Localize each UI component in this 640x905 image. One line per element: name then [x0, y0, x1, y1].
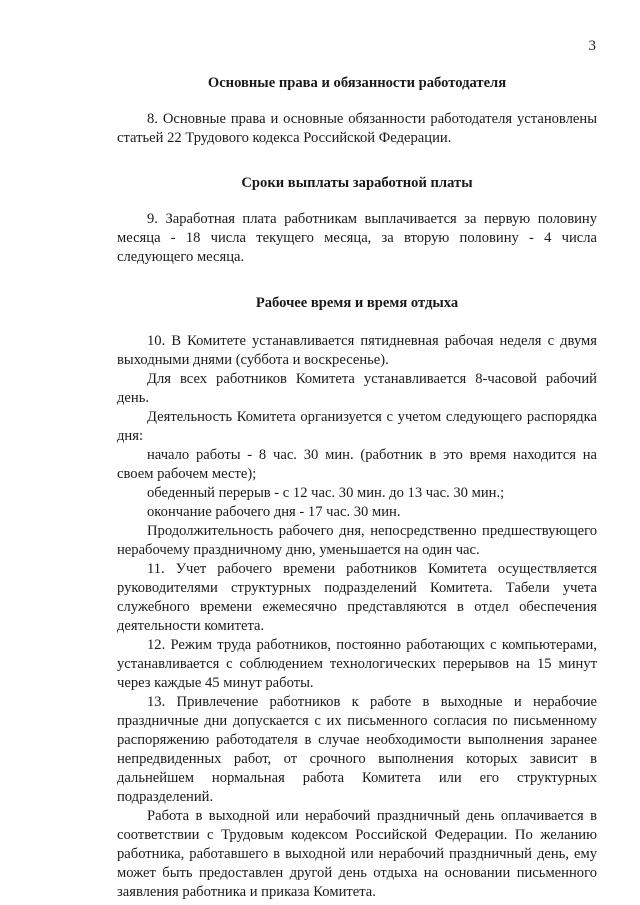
paragraph: 9. Заработная плата работникам выплачивается за первую половину месяца - 18 числа текущего месяца, за вторую половину - 4 числа следующего месяца. — [117, 211, 597, 265]
paragraph: Для всех работников Комитета устанавливается 8-часовой рабочий день. — [117, 371, 597, 406]
section-employer-rights — [117, 110, 597, 148]
paragraph: 13. Привлечение работников к работе в выходные и нерабочие праздничные дни допускается с их письменного согласия по письменному распоряжению работодателя в случае необходимости выполнения заранее непредвиденных работ, от срочного выполнения которых зависит в дальнейшем нормальная работа Комитета или его структурных подразделений. — [117, 694, 597, 805]
paragraph: 11. Учет рабочего времени работников Комитета осуществляется руководителями структурных подразделений Комитета. Табели учета служебного времени ежемесячно представляются в отдел обеспечения деятельности комитета. — [117, 561, 597, 634]
section-title-work-time: Рабочее время и время отдыха — [255, 295, 459, 311]
section-title-employer-rights: Основные права и обязанности работодателя — [207, 75, 507, 91]
paragraph: окончание рабочего дня - 17 час. 30 мин. — [147, 504, 401, 520]
document-body — [117, 74, 597, 902]
paragraph: начало работы - 8 час. 30 мин. (работник в это время находится на своем рабочем месте); — [117, 447, 597, 482]
paragraph: обеденный перерыв - с 12 час. 30 мин. до 13 час. 30 мин.; — [147, 485, 505, 501]
paragraph: Работа в выходной или нерабочий праздничный день оплачивается в соответствии с Трудовым кодексом Российской Федерации. По желанию работника, работавшего в выходной или нерабочий праздничный день, ему может быть предоставлен другой день отдыха на основании письменного заявления работника и приказа Комитета. — [117, 808, 597, 900]
section-title-salary-terms: Сроки выплаты заработной платы — [241, 175, 473, 191]
section-salary-terms — [117, 210, 597, 267]
paragraph: 8. Основные права и основные обязанности работодателя установлены статьей 22 Трудового кодекса Российской Федерации. — [117, 111, 597, 146]
section-work-time — [117, 332, 597, 902]
paragraph: 12. Режим труда работников, постоянно работающих с компьютерами, устанавливается с соблюдением технологических перерывов на 15 минут через каждые 45 минут работы. — [117, 637, 597, 691]
paragraph: 10. В Комитете устанавливается пятидневная рабочая неделя с двумя выходными днями (суббота и воскресенье). — [117, 333, 597, 368]
page-number: 3 — [588, 38, 596, 54]
paragraph: Деятельность Комитета организуется с учетом следующего распорядка дня: — [117, 409, 597, 444]
paragraph: Продолжительность рабочего дня, непосредственно предшествующего нерабочему праздничному дню, уменьшается на один час. — [117, 523, 597, 558]
